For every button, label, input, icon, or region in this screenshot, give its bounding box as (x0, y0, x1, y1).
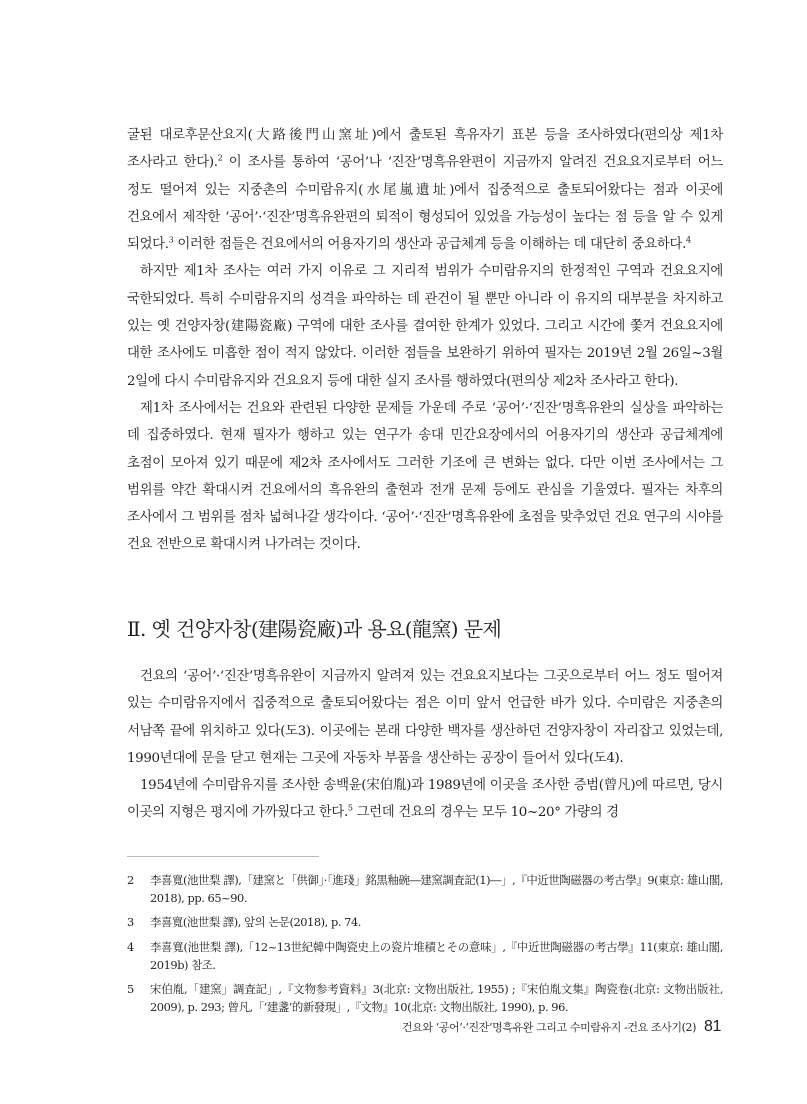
footnote-ref[interactable]: 3 (168, 235, 174, 245)
section-body (127, 663, 723, 827)
paragraph: 굴된 대로후문산요지(大路後門山窯址)에서 출토된 흑유자기 표본 등을 조사하였다(편의상 제1차 조사라고 한다).$^2$ 이 조사를 통하여 ‘공어’나 ‘진잔’명흑유완편이 지금까지 알려진 건요요지로부터 어느 정도 떨어져 있는 지중촌의 수미람유지(水尾嵐遺址)에서 집중적으로 출토되어왔다는 점과 이곳에 건요에서 제작한 ‘공어’·‘진잔’명흑유완편의 퇴적이 형성되어 있었을 가능성이 높다는 점 등을 알 수 있게 되었다.$^3$ 이러한 점들은 건요에서의 어용자기의 생산과 공급체계 등을 이해하는 데 대단히 중요하다.$^4$ (127, 128, 724, 253)
footnote-number: 4 (127, 939, 134, 954)
paragraph: 건요의 ‘공어’·‘진잔’명흑유완이 지금까지 알려져 있는 건요요지보다는 그곳으로부터 어느 정도 떨어져 있는 수미람유지에서 집중적으로 출토되어왔다는 점은 이미 앞서 언급한 바가 있다. 수미람은 지중촌의 서남쪽 끝에 위치하고 있다(도3). 이곳에는 본래 다양한 백자를 생산하던 건양자창이 자리잡고 있었는데, 1990년대에 문을 닫고 현재는 그곳에 자동차 부품을 생산하는 공장이 들어서 있다(도4). (127, 669, 723, 766)
footnote-ref[interactable]: 5 (347, 804, 353, 814)
footnote-text: 李喜寬(池世梨 譯), 앞의 논문(2018), p. 74. (150, 915, 361, 930)
footnote (127, 914, 723, 932)
running-footer (402, 1018, 721, 1036)
footnote-number: 2 (127, 873, 134, 887)
paragraph: 하지만 제1차 조사는 여러 가지 이유로 그 지리적 범위가 수미람유지의 한정적인 구역과 건요요지에 국한되었다. 특히 수미람유지의 성격을 파악하는 데 관건이 될 뿐만 아니라 이 유지의 대부분을 차지하고 있는 옛 건양자창(建陽瓷廠) 구역에 대한 조사를 결여한 한계가 있었다. 그리고 시간에 쫓겨 건요요지에 대한 조사에도 미흡한 점이 적지 않았다. 이러한 점들을 보완하기 위하여 필자는 2019년 2월 26일~3월 2일에 다시 수미람유지와 건요요지 등에 대한 실지 조사를 행하였다(편의상 제2차 조사라고 한다). (127, 264, 723, 389)
paragraph: 1954년에 수미람유지를 조사한 송백윤(宋伯胤)과 1989년에 이곳을 조사한 증범(曾凡)에 따르면, 당시 이곳의 지형은 평지에 가까웠다고 한다.$^5$ 그런데 건요의 경우는 모두 10~20° 가량의 경 (127, 778, 723, 821)
page-number: 81 (704, 1018, 721, 1035)
running-title: 건요와 ‘공어’·‘진잔’명흑유완 그리고 수미람유지 -건요 조사기(2) (401, 1021, 696, 1034)
footnote (127, 981, 723, 1017)
footnote-text: 宋伯胤,「建窯」調査記」,『文物参考資料』3(北京: 文物出版社, 1955) ;『宋伯胤文集』陶瓷卷(北京: 文物出版社, 2009), p. 293; 曾凡,「‘建盞’的新發現」,『文物』10(北京: 文物出版社, 1990), p. 96. (150, 982, 723, 1015)
footnote-text: 李喜寬(池世梨 譯),「12~13世紀韓中陶瓷史上の瓷片堆積とその意味」,『中近世陶磁器の考古學』11(東京: 雄山閣, 2019b) 참조. (150, 939, 723, 972)
footnote-text: 李喜寬(池世梨 譯),「建窯と「供御」·「進琖」銘黒釉碗―建窯調査記(1)―」,『中近世陶磁器の考古學』9(東京: 雄山閣, 2018), pp. 65~90. (150, 873, 723, 905)
section-heading: Ⅱ. 옛 건양자창(建陽瓷廠)과 용요(龍窯) 문제 (127, 617, 502, 641)
body-text (127, 122, 723, 559)
footnote (127, 872, 723, 908)
footnote (127, 939, 723, 975)
footnote-number: 5 (127, 982, 134, 997)
footnote-number: 3 (127, 915, 134, 930)
paragraph: 제1차 조사에서는 건요와 관련된 다양한 문제들 가운데 주로 ‘공어’·‘진잔’명흑유완의 실상을 파악하는 데 집중하였다. 현재 필자가 행하고 있는 연구가 송대 민간요장에서의 어용자기의 생산과 공급체계에 초점이 모아져 있기 때문에 제2차 조사에서도 그러한 기조에 큰 변화는 없다. 다만 이번 조사에서는 그 범위를 약간 확대시켜 건요에서의 흑유완의 출현과 전개 문제 등에도 관심을 기울였다. 필자는 차후의 조사에서 그 범위를 점차 넓혀나갈 생각이다. ‘공어’·‘진잔’명흑유완에 초점을 맞추었던 건요 연구의 시야를 건요 전반으로 확대시켜 나가려는 것이다. (127, 400, 723, 553)
footnote-divider (127, 856, 319, 857)
footnote-ref[interactable]: 4 (685, 235, 691, 245)
footnote-ref[interactable]: 2 (217, 153, 223, 163)
footnotes (127, 872, 723, 1024)
